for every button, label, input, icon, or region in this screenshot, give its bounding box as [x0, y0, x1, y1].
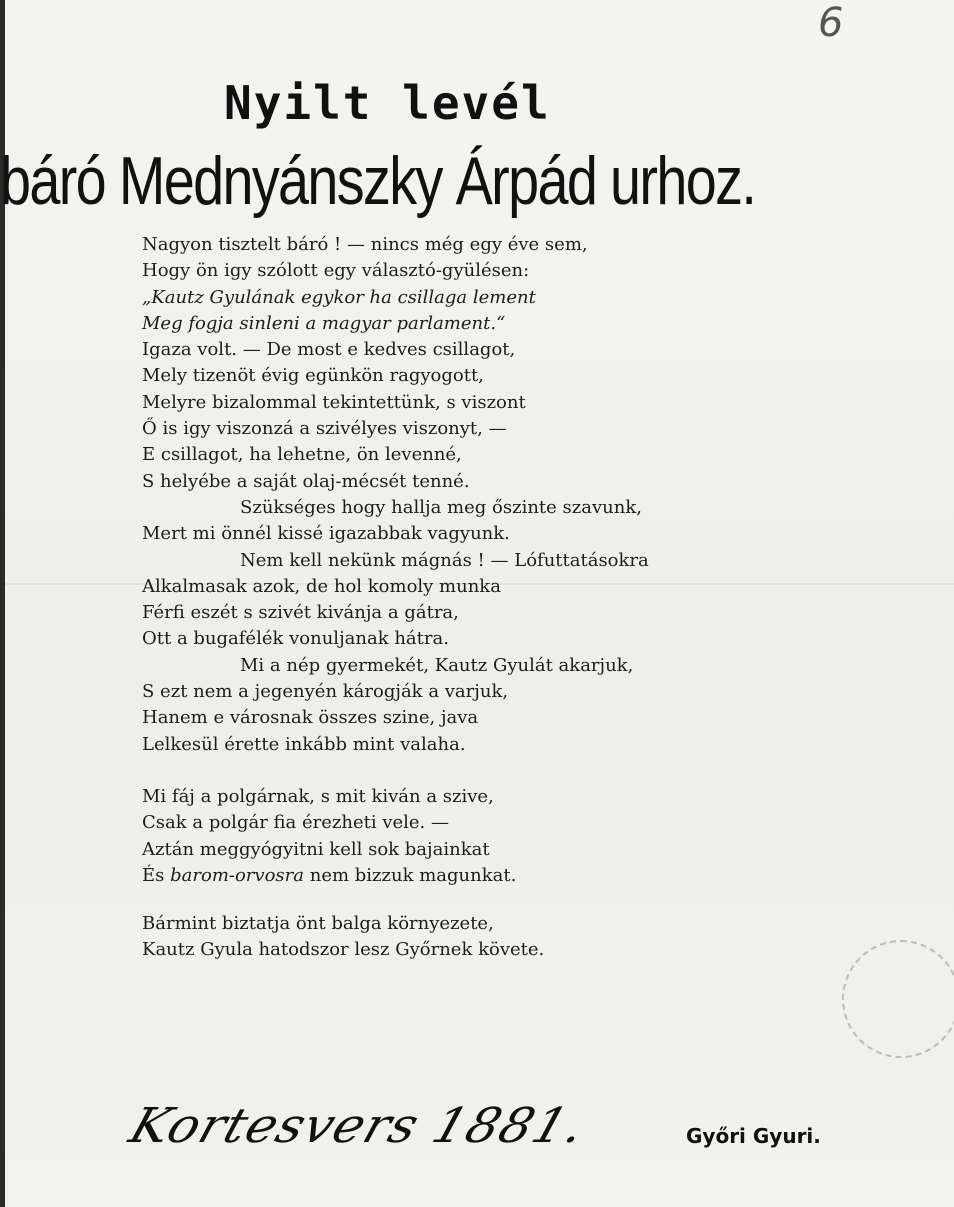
poem-line: Igaza volt. — De most e kedves csillagot,	[142, 339, 516, 361]
poem-line: Alkalmasak azok, de hol komoly munka	[142, 575, 501, 597]
handwritten-note: Kortesvers 1881.	[122, 1098, 594, 1154]
poem-line: Ő is igy viszonzá a szivélyes viszonyt, —	[142, 418, 507, 440]
poem-line: Nagyon tisztelt báró ! — nincs még egy éve sem,	[142, 234, 588, 255]
poem-body	[142, 232, 842, 964]
poem-line: S ezt nem a jegenyén károgják a varjuk,	[142, 681, 509, 703]
poem-line: Mely tizenöt évig egünkön ragyogott,	[142, 365, 484, 387]
poem-line: Szükséges hogy hallja meg őszinte szavunk,	[240, 496, 642, 518]
poem-line: Nem kell nekünk mágnás ! — Lófuttatásokra	[240, 549, 649, 571]
page-number: 6	[818, 0, 844, 46]
poem-line: Hogy ön igy szólott egy választó-gyülésen:	[142, 260, 530, 282]
poem-line: Férfi eszét s szivét kivánja a gátra,	[142, 602, 459, 624]
document-subtitle: báró Mednyánszky Árpád urhoz.	[0, 143, 756, 219]
poem-line-italic-word: barom-orvosra	[170, 864, 304, 886]
poem-line: Aztán meggyógyitni kell sok bajainkat	[142, 838, 490, 860]
poem-line-mixed	[142, 863, 842, 889]
poem-line: Hanem e városnak összes szine, java	[142, 707, 479, 729]
poem-line-quote: „Kautz Gyulának egykor ha csillaga lement	[142, 286, 536, 308]
poem-line: Mi fáj a polgárnak, s mit kiván a szive,	[142, 785, 494, 807]
poem-line: Lelkesül érette inkább mint valaha.	[142, 733, 466, 755]
poem-line: Ott a bugafélék vonuljanak hátra.	[142, 628, 449, 650]
poem-line: Mi a nép gyermekét, Kautz Gyulát akarjuk,	[240, 654, 634, 676]
library-stamp	[842, 940, 954, 1058]
poem-line: Mert mi önnél kissé igazabbak vagyunk.	[142, 523, 510, 545]
poem-line-prefix: És	[142, 864, 165, 886]
poem-line: E csillagot, ha lehetne, ön levenné,	[142, 444, 462, 466]
document-title: Nyilt levél	[224, 76, 551, 130]
poem-line: Melyre bizalommal tekintettünk, s viszont	[142, 391, 526, 413]
author-signature: Győri Gyuri.	[686, 1124, 821, 1148]
poem-line: S helyébe a saját olaj-mécsét tenné.	[142, 470, 470, 492]
poem-line-quote: Meg fogja sinleni a magyar parlament.“	[142, 312, 506, 334]
poem-line: Kautz Gyula hatodszor lesz Győrnek követe.	[142, 939, 545, 961]
poem-line: Csak a polgár fia érezheti vele. —	[142, 812, 450, 834]
poem-line: Bármint biztatja önt balga környezete,	[142, 913, 494, 935]
poem-line-suffix: nem bizzuk magunkat.	[309, 864, 517, 886]
